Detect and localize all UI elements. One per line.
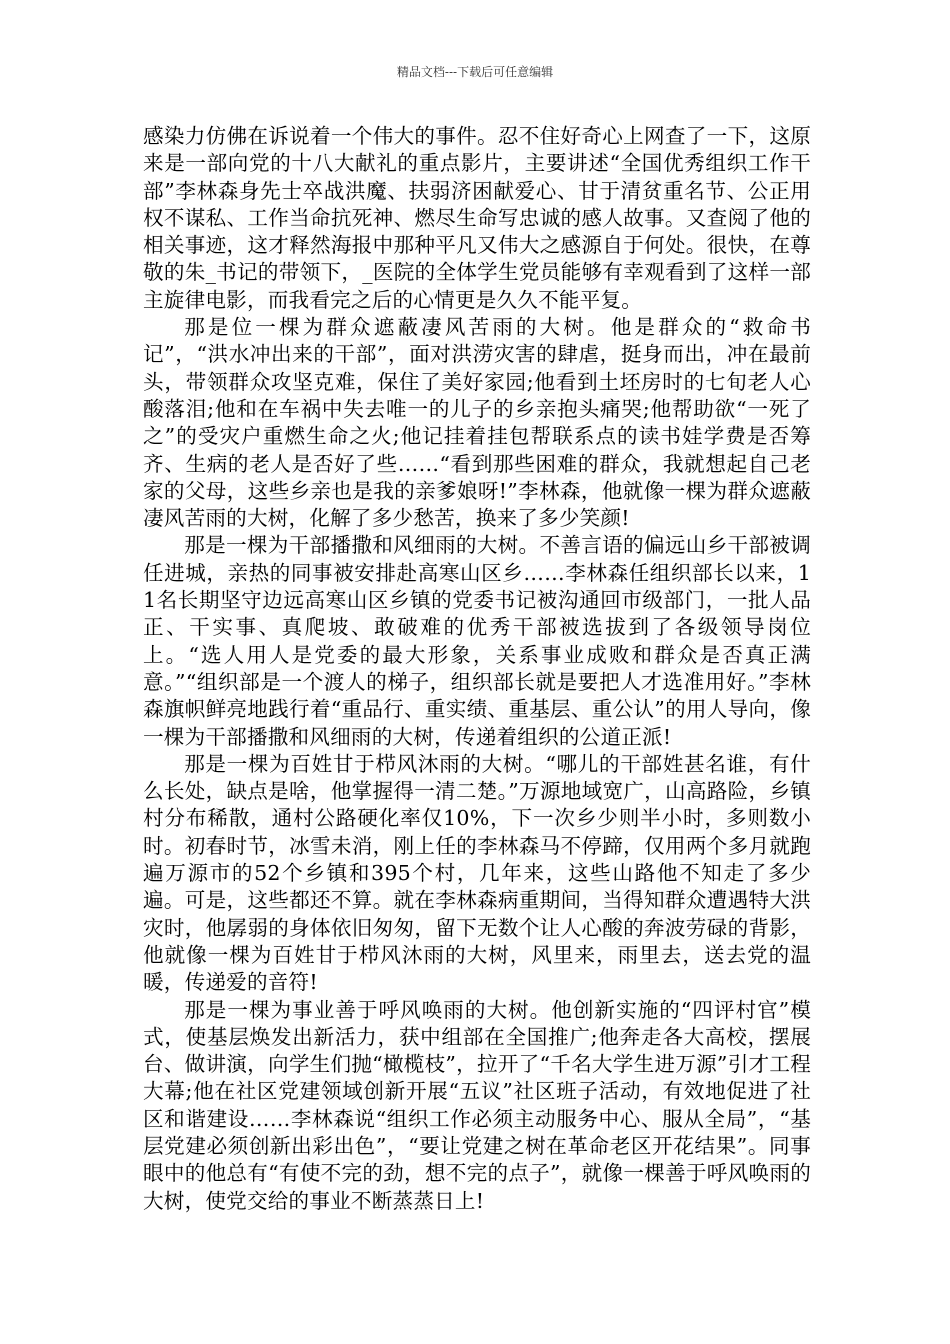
paragraph-career: 那是一棵为事业善于呼风唤雨的大树。他创新实施的“四评村官”模式，使基层焕发出新活力，获中组部在全国推广;他奔走各大高校，摆展台、做讲演，向学生们抛“橄榄枝”，拉开了“千名大学生进万源”引才工程大幕;他在社区党建领域创新开展“五议”社区班子活动，有效地促进了社区和谐建设……李林森说“组织工作必须主动服务中心、服从全局”，“基层党建必须创新出彩出色”，“要让党建之树在革命老区开花结果”。同事眼中的他总有“有使不完的劲，想不完的点子”，就像一棵善于呼风唤雨的大树，使党交给的事业不断蒸蒸日上! [143, 997, 811, 1213]
paragraph-people: 那是一棵为百姓甘于栉风沐雨的大树。“哪儿的干部姓甚名谁，有什么长处，缺点是啥，他掌握得一清二楚。”万源地域宽广，山高路险，乡镇村分布稀散，通村公路硬化率仅10%，下一次乡少则半小时，多则数小时。初春时节，冰雪未消，刚上任的李林森马不停蹄，仅用两个多月就跑遍万源市的52个乡镇和395个村，几年来，这些山路他不知走了多少遍。可是，这些都还不算。就在李林森病重期间，当得知群众遭遇特大洪灾时，他孱弱的身体依旧匆匆，留下无数个让人心酸的奔波劳碌的背影，他就像一棵为百姓甘于栉风沐雨的大树，风里来，雨里去，送去党的温暖，传递爱的音符! [143, 751, 811, 995]
page-header: 精品文档---下载后可任意编辑 [396, 65, 554, 79]
document-body [143, 123, 811, 1215]
paragraph-cadres: 那是一棵为干部播撒和风细雨的大树。不善言语的偏远山乡干部被调任进城，亲热的同事被安排赴高寒山区乡……李林森任组织部长以来，11名长期坚守边远高寒山区乡镇的党委书记被沟通回市级部门，一批人品正、干实事、真爬坡、敢破难的优秀干部被选拔到了各级领导岗位上。“选人用人是党委的最大形象，关系事业成败和群众是否真正满意。”“组织部是一个渡人的梯子，组织部长就是要把人才选准用好。”李林森旗帜鲜亮地践行着“重品行、重实绩、重基层、重公认”的用人导向，像一棵为干部播撒和风细雨的大树，传递着组织的公道正派! [143, 533, 811, 749]
paragraph-masses: 那是位一棵为群众遮蔽凄风苦雨的大树。他是群众的“救命书记”，“洪水冲出来的干部”，面对洪涝灾害的肆虐，挺身而出，冲在最前头，带领群众攻坚克难，保住了美好家园;他看到土坯房时的七旬老人心酸落泪;他和在车祸中失去唯一的儿子的乡亲抱头痛哭;他帮助欲“一死了之”的受灾户重燃生命之火;他记挂着挂包帮联系点的读书娃学费是否筹齐、生病的老人是否好了些……“看到那些困难的群众，我就想起自己老家的父母，这些乡亲也是我的亲爹娘呀!”李林森，他就像一棵为群众遮蔽凄风苦雨的大树，化解了多少愁苦，换来了多少笑颜! [143, 315, 811, 531]
paragraph-intro: 感染力仿佛在诉说着一个伟大的事件。忍不住好奇心上网查了一下，这原来是一部向党的十八大献礼的重点影片，主要讲述“全国优秀组织工作干部”李林森身先士卒战洪魔、扶弱济困献爱心、甘于清贫重名节、公正用权不谋私、工作当命抗死神、燃尽生命写忠诚的感人故事。又查阅了他的相关事迹，这才释然海报中那种平凡又伟大之感源自于何处。很快，在尊敬的朱_书记的带领下，_医院的全体学生党员能够有幸观看到了这样一部主旋律电影，而我看完之后的心情更是久久不能平复。 [143, 124, 811, 312]
